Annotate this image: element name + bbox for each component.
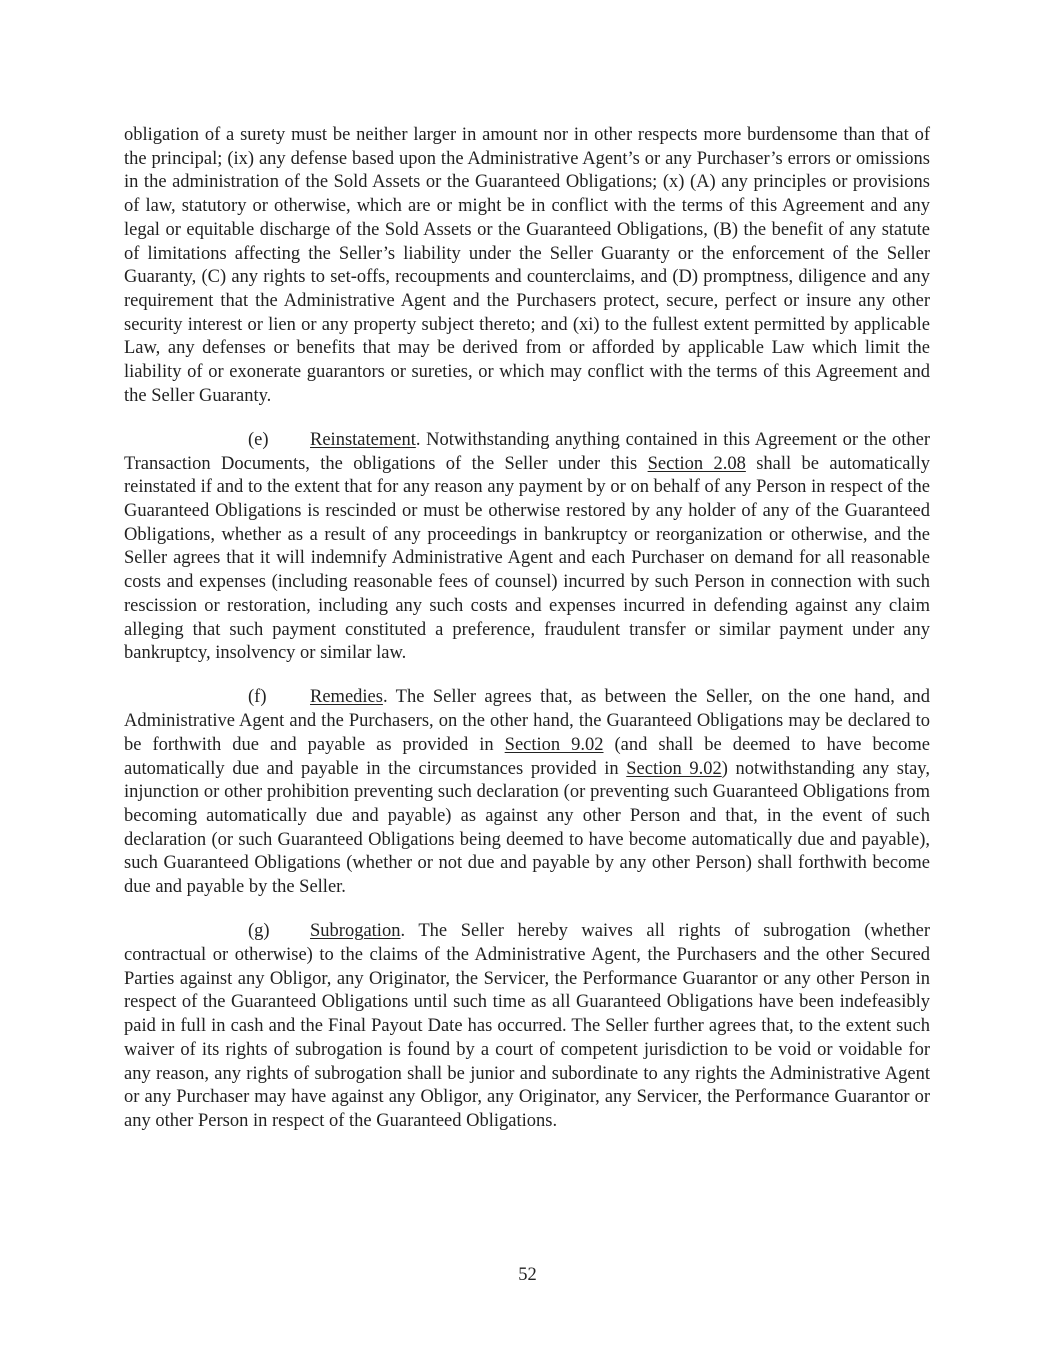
section-e-text: shall be automatically reinstated if and to the extent that for any reason any payment by or on behalf of any Person in respect of the Guaranteed Obligations is rescinded or must be otherwise restored by any holder of any of the Guaranteed Obligations, whether as a result of any proceedings in bankruptcy or reorganization or otherwise, and the Seller agrees that it will indemnify Administrative Agent and each Purchaser on demand for all reasonable costs and expenses (including reasonable fees of counsel) incurred by such Person in connection with such rescission or restoration, including any such costs and expenses incurred in defending against any claim alleging that such payment constituted a preference, fraudulent transfer or similar payment under any bankruptcy, insolvency or similar law. <box>124 453 930 664</box>
section-f-text: ) notwithstanding any stay, injunction or other prohibition preventing such declaration (or preventing such Guaranteed Obligations from becoming automatically due and payable) as against any other Person and that, in the event of such declaration (or such Guaranteed Obligations being deemed to have become automatically due and payable), such Guaranteed Obligations (whether or not due and payable by any other Person) shall forthwith become due and payable by the Seller. <box>124 758 930 898</box>
continuation-paragraph: obligation of a surety must be neither larger in amount nor in other respects more burdensome than that of the principal; (ix) any defense based upon the Administrative Agent’s or any Purchaser’s errors or omissions in the administration of the Sold Assets or the Guaranteed Obligations; (x) (A) any principles or provisions of law, statutory or otherwise, which are or might be in conflict with the terms of this Agreement and any legal or equitable discharge of the Sold Assets or the Guaranteed Obligations, (B) the benefit of any statute of limitations affecting the Seller’s liability under the Seller Guaranty or the enforcement of the Seller Guaranty, (C) any rights to set-offs, recoupments and counterclaims, and (D) promptness, diligence and any requirement that the Administrative Agent and the Purchasers protect, secure, perfect or insure any other security interest or lien or any property subject thereto; and (xi) to the fullest extent permitted by applicable Law, any defenses or benefits that may be derived from or afforded by applicable Law which limit the liability of or exonerate guarantors or sureties, or which may conflict with the terms of this Agreement and the Seller Guaranty. <box>124 125 930 406</box>
section-e-heading: Reinstatement <box>310 429 416 450</box>
section-g-number: (g) <box>248 921 270 942</box>
section-g-paragraph <box>124 920 930 1133</box>
section-f-text: . The Seller agrees that, as between the Seller, on the one hand, and Administrative Agent and the Purchasers, on the other hand, the Guaranteed Obligations may be declared to be forthwith due and payable as provided in <box>124 687 930 755</box>
section-e-number: (e) <box>248 429 269 450</box>
document-page <box>124 124 930 1154</box>
section-f-paragraph <box>124 686 930 899</box>
section-e-cross-reference: Section 2.08 <box>647 453 746 474</box>
section-g-text: . The Seller hereby waives all rights of subrogation (whether contractual or otherwise) to the claims of the Administrative Agent, the Purchasers and the other Secured Parties against any Obligor, any Originator, the Servicer, the Performance Guarantor or any other Person in respect of the Guaranteed Obligations until such time as all Guaranteed Obligations have been indefeasibly paid in full in cash and the Final Payout Date has occurred. The Seller further agrees that, to the extent such waiver of its rights of subrogation is found by a court of competent jurisdiction to be void or voidable for any reason, any rights of subrogation shall be junior and subordinate to any rights the Administrative Agent or any Purchaser may have against any Obligor, any Originator, any Servicer, the Performance Guarantor or any other Person in respect of the Guaranteed Obligations. <box>124 921 930 1131</box>
section-f-cross-reference: Section 9.02 <box>626 758 722 779</box>
section-g-heading: Subrogation <box>310 921 401 942</box>
section-f-text: (and shall be deemed to have become automatically due and payable in the circumstances provided in <box>124 734 930 779</box>
section-e-paragraph <box>124 429 930 666</box>
section-f-heading: Remedies <box>310 687 383 708</box>
page-number: 52 <box>518 1265 537 1285</box>
section-f-number: (f) <box>248 687 267 708</box>
section-e-text: . Notwithstanding anything contained in this Agreement or the other Transaction Documents, the obligations of the Seller under this <box>124 429 930 474</box>
section-f-cross-reference: Section 9.02 <box>504 734 604 755</box>
